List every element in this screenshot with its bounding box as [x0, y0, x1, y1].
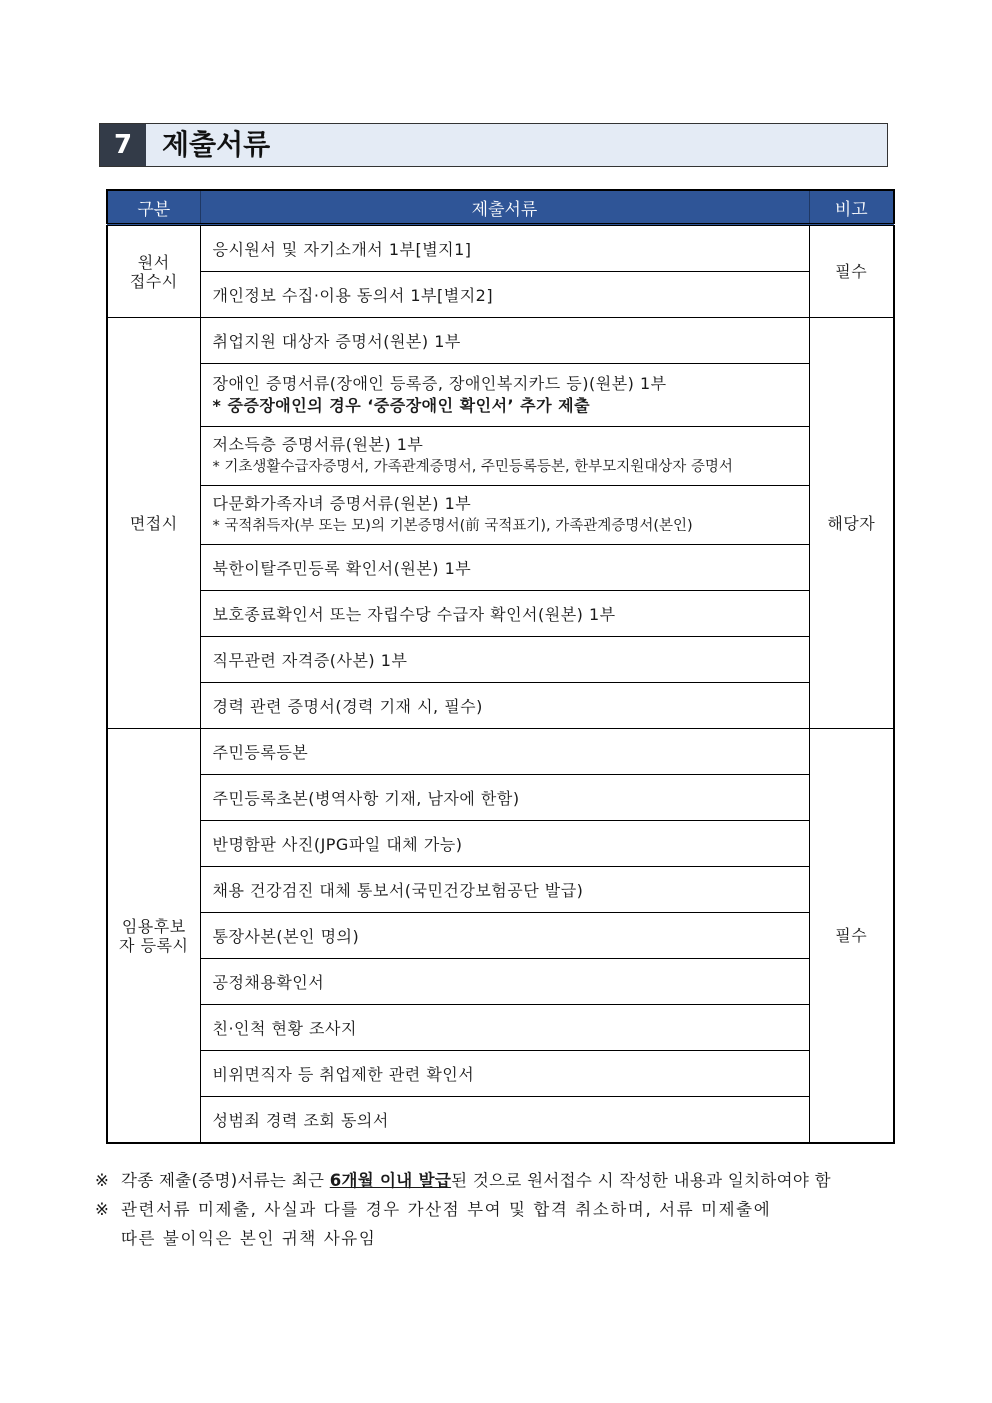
document-sub-note: * 기초생활수급자증명서, 가족관계증명서, 주민등록등본, 한부모지원대상자 증명서 [212, 459, 733, 475]
table-row [107, 225, 894, 272]
note-text [121, 1195, 771, 1253]
table-row [107, 545, 894, 591]
table-row [107, 1097, 894, 1144]
table-row [107, 637, 894, 683]
table-row [107, 775, 894, 821]
document-item: 주민등록초본(병역사항 기재, 남자에 한함) [200, 775, 809, 821]
document-item: 취업지원 대상자 증명서(원본) 1부 [200, 318, 809, 364]
document-item: 직무관련 자격증(사본) 1부 [200, 637, 809, 683]
table-row [107, 959, 894, 1005]
category-line: 접수시 [129, 271, 178, 291]
document-item: 통장사본(본인 명의) [200, 913, 809, 959]
note-text-part: 된 것으로 원서접수 시 작성한 내용과 일치하여야 함 [451, 1171, 831, 1190]
table-row [107, 591, 894, 637]
table-row [107, 729, 894, 775]
section-number: 7 [100, 124, 146, 166]
note-text-part: 각종 제출(증명)서류는 최근 [121, 1171, 330, 1190]
category-line: 자 등록시 [119, 935, 189, 955]
document-item: 비위면직자 등 취업제한 관련 확인서 [200, 1051, 809, 1097]
document-item: 공정채용확인서 [200, 959, 809, 1005]
table-row [107, 683, 894, 729]
remark-cell: 해당자 [809, 318, 894, 729]
category-cell [107, 729, 200, 1144]
documents-table [106, 189, 895, 1144]
document-item: 성범죄 경력 조회 동의서 [200, 1097, 809, 1144]
category-cell [107, 225, 200, 318]
header-remark: 비고 [809, 190, 894, 225]
table-row [107, 364, 894, 427]
note-line-text: 따른 불이익은 본인 귀책 사유임 [121, 1229, 377, 1248]
section-header [99, 123, 888, 167]
note-line-text: 관련서류 미제출, 사실과 다를 경우 가산점 부여 및 합격 취소하며, 서류 미제출에 [121, 1200, 772, 1219]
document-main: 저소득층 증명서류(원본) 1부 [212, 435, 424, 454]
header-documents: 제출서류 [200, 190, 809, 225]
category-line: 임용후보 [121, 916, 186, 936]
document-item [200, 364, 809, 427]
note-1 [95, 1166, 895, 1195]
table-row [107, 427, 894, 486]
document-item: 보호종료확인서 또는 자립수당 수급자 확인서(원본) 1부 [200, 591, 809, 637]
document-item: 주민등록등본 [200, 729, 809, 775]
document-sub-note: * 중증장애인의 경우 ‘중증장애인 확인서’ 추가 제출 [212, 396, 591, 415]
document-main: 장애인 증명서류(장애인 등록증, 장애인복지카드 등)(원본) 1부 [212, 374, 667, 393]
remark-cell: 필수 [809, 729, 894, 1144]
note-2 [95, 1195, 895, 1253]
document-item: 북한이탈주민등록 확인서(원본) 1부 [200, 545, 809, 591]
remark-cell: 필수 [809, 225, 894, 318]
document-item: 친·인척 현황 조사지 [200, 1005, 809, 1051]
document-item: 경력 관련 증명서(경력 기재 시, 필수) [200, 683, 809, 729]
table-row [107, 486, 894, 545]
table-row [107, 821, 894, 867]
header-category: 구분 [107, 190, 200, 225]
table-row [107, 1051, 894, 1097]
reference-mark-icon: ※ [95, 1200, 110, 1219]
table-row [107, 272, 894, 318]
category-cell: 면접시 [107, 318, 200, 729]
category-line: 원서 [137, 252, 170, 272]
table-row [107, 913, 894, 959]
document-item: 반명함판 사진(JPG파일 대체 가능) [200, 821, 809, 867]
section-title: 제출서류 [162, 128, 271, 161]
document-item [200, 486, 809, 545]
table-row [107, 1005, 894, 1051]
table-row [107, 318, 894, 364]
table-row [107, 867, 894, 913]
document-main: 다문화가족자녀 증명서류(원본) 1부 [212, 494, 472, 513]
note-emphasis: 6개월 이내 발급 [329, 1171, 452, 1190]
reference-mark-icon: ※ [95, 1171, 110, 1190]
document-item [200, 427, 809, 486]
document-item: 응시원서 및 자기소개서 1부[별지1] [200, 225, 809, 272]
document-item: 개인정보 수집·이용 동의서 1부[별지2] [200, 272, 809, 318]
table-header-row [107, 190, 894, 225]
note-text [121, 1166, 831, 1195]
notes [95, 1166, 895, 1253]
document-sub-note: * 국적취득자(부 또는 모)의 기본증명서(前 국적표기), 가족관계증명서(본인) [212, 518, 693, 534]
document-item: 채용 건강검진 대체 통보서(국민건강보험공단 발급) [200, 867, 809, 913]
